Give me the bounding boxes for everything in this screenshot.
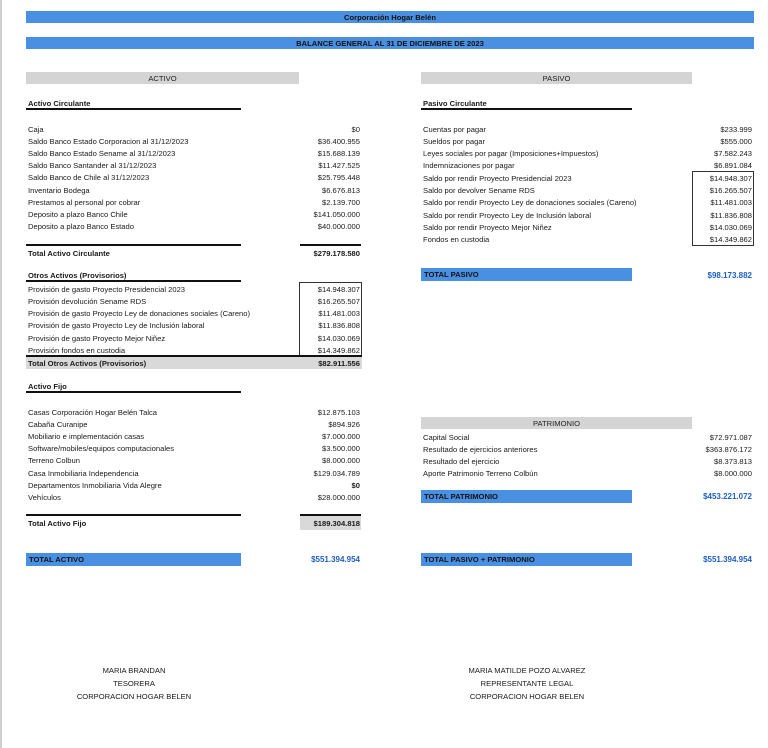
pasivo-circulante-item-value: $14.948.307 [709,173,752,183]
pasivo-circulante-item-row [423,221,752,233]
patrimonio-item-row [423,468,752,480]
activo-circulante-item-row [28,160,360,172]
pasivo-circulante-item-label: Saldo por rendir Proyecto Presidencial 2023 [423,173,572,183]
otros-activos-item-label: Provisión devolución Sename RDS [28,296,147,306]
otros-activos-item-label: Provisión de gasto Proyecto Presidencial 2023 [28,284,186,294]
activo-circulante-underline [26,108,241,110]
otros-activos-item-value: $16.265.507 [317,296,360,306]
otros-activos-item-label: Provisión de gasto Proyecto Mejor Niñez [28,333,166,343]
pasivo-circulante-item-value: $14.030.069 [709,222,752,232]
activo-fijo-item-label: Casa Inmobiliaria Independencia [28,468,139,478]
activo-circulante-item-row [28,221,360,233]
report-title-bar [26,37,754,49]
signature-left-role: TESORERA [113,679,155,688]
otros-activos-item-row [28,308,360,320]
activo-fijo-item-row [28,491,360,503]
total-patrimonio-bar [421,490,632,503]
pasivo-circulante-item-label: Leyes sociales por pagar (Imposiciones+Impuestos) [423,149,599,159]
patrimonio-item-row [423,431,752,443]
activo-fijo-item-row [28,443,360,455]
patrimonio-item-label: Capital Social [423,432,470,442]
total-patrimonio-value: $453.221.072 [703,492,752,501]
patrimonio-item-value: $8.000.000 [713,469,752,479]
total-patrimonio-label: TOTAL PATRIMONIO [424,492,498,501]
activo-heading [26,72,299,84]
activo-fijo-underline [26,391,241,393]
signature-left-name: MARIA BRANDAN [102,666,166,675]
activo-circulante-item-value: $141.050.000 [313,209,360,219]
pasivo-circulante-item-label: Fondos en custodia [423,235,490,245]
total-pasivo-patrimonio-bar [421,553,632,566]
total-activo-bar [26,553,241,566]
activo-fijo-item-label: Mobiliario e implementación casas [28,431,145,441]
activo-circulante-item-value: $25.795.448 [317,173,360,183]
pasivo-circulante-item-label: Indemnizaciones por pagar [423,161,515,171]
activo-fijo-item-row [28,430,360,442]
activo-fijo-item-label: Cabaña Curanipe [28,419,88,429]
pasivo-circulante-item-value: $555.000 [720,136,752,146]
otros-activos-item-row [28,332,360,344]
activo-circulante-item-value: $15.688.139 [317,148,360,158]
otros-activos-item-value: $14.349.862 [317,346,360,355]
total-activo-circulante-row [28,246,360,260]
pasivo-circulante-item-label: Cuentas por pagar [423,124,486,134]
activo-circulante-item-value: $0 [351,124,360,134]
activo-circulante-item-row [28,147,360,159]
activo-fijo-item-label: Departamentos Inmobiliaria Vida Alegre [28,480,162,490]
activo-circulante-item-value: $40.000.000 [317,222,360,232]
otros-activos-item-row [28,283,360,295]
activo-fijo-item-row [28,467,360,479]
pasivo-circulante-item-row [423,209,752,221]
total-activo-fijo-row [28,516,360,530]
total-activo-fijo-value: $189.304.818 [313,518,360,528]
patrimonio-item-row [423,443,752,455]
patrimonio-item-label: Resultado del ejercicio [423,456,500,466]
total-otros-activos-value: $82.911.556 [318,358,360,368]
pasivo-heading [421,72,692,84]
activo-fijo-item-value: $894.926 [328,419,360,429]
activo-circulante-item-row [28,208,360,220]
total-otros-activos-row [28,356,360,370]
activo-circulante-item-value: $6.676.813 [321,185,360,195]
pasivo-circulante-title: Pasivo Circulante [423,99,487,108]
total-activo-circulante-label: Total Activo Circulante [28,248,110,258]
pasivo-circulante-item-row [423,160,752,172]
otros-activos-title: Otros Activos (Provisorios) [28,271,127,280]
patrimonio-item-label: Aporte Patrimonio Terreno Colbún [423,469,538,479]
activo-circulante-item-row [28,123,360,135]
activo-circulante-item-label: Caja [28,124,44,134]
total-pasivo-patrimonio-value: $551.394.954 [703,555,752,564]
activo-fijo-item-value: $7.000.000 [321,431,360,441]
activo-circulante-item-label: Inventario Bodega [28,185,90,195]
patrimonio-item-value: $72.971.087 [709,432,752,442]
otros-activos-underline [26,280,241,282]
pasivo-heading-label: PASIVO [542,73,571,83]
otros-activos-item-value: $11.836.808 [318,321,360,331]
otros-activos-item-label: Provisión fondos en custodia [28,346,126,355]
patrimonio-heading [421,417,692,429]
activo-circulante-item-label: Saldo Banco Estado Corporacion al 31/12/2023 [28,136,189,146]
activo-fijo-item-label: Terreno Colbun [28,456,80,466]
activo-fijo-item-row [28,418,360,430]
activo-circulante-item-label: Saldo Banco Santander al 31/12/2023 [28,161,157,171]
pasivo-circulante-item-row [423,148,752,160]
pasivo-circulante-item-label: Saldo por rendir Proyecto Ley de Inclusión laboral [423,210,592,220]
patrimonio-item-value: $8.373.813 [713,456,752,466]
patrimonio-item-row [423,455,752,467]
org-title-bar [26,11,754,23]
pasivo-circulante-item-row [423,234,752,246]
pasivo-circulante-item-value: $14.349.862 [709,235,752,245]
activo-fijo-item-value: $3.500.000 [321,444,360,454]
activo-fijo-item-value: $8.000.000 [321,456,360,466]
activo-fijo-item-value: $28.000.000 [317,492,360,502]
total-activo-fijo-label: Total Activo Fijo [28,518,87,528]
activo-fijo-item-row [28,455,360,467]
patrimonio-item-label: Resultado de ejercicios anteriores [423,444,538,454]
activo-fijo-item-value: $0 [351,480,360,490]
total-otros-activos-label: Total Otros Activos (Provisorios) [28,358,147,368]
patrimonio-item-value: $363.876.172 [705,444,752,454]
activo-circulante-item-row [28,135,360,147]
pasivo-circulante-item-row [423,135,752,147]
total-pasivo-bar [421,268,632,281]
pasivo-circulante-item-label: Saldo por rendir Proyecto Mejor Niñez [423,222,552,232]
activo-circulante-item-label: Saldo Banco Estado Sename al 31/12/2023 [28,148,176,158]
pasivo-circulante-item-row [423,123,752,135]
signature-right-org: CORPORACION HOGAR BELEN [469,692,585,701]
pasivo-circulante-item-value: $16.265.507 [709,186,752,195]
otros-activos-item-label: Provisión de gasto Proyecto Ley de Inclusión laboral [28,321,205,331]
otros-activos-item-label: Provisión de gasto Proyecto Ley de donaciones sociales (Careno) [28,309,251,319]
activo-circulante-item-value: $36.400.955 [317,136,360,146]
total-activo-circulante-value: $279.178.580 [313,248,360,258]
pasivo-circulante-item-label: Saldo por devolver Sename RDS [423,186,535,195]
pasivo-circulante-item-row [423,185,752,197]
activo-circulante-item-value: $2.139.700 [321,197,360,207]
signature-right-role: REPRESENTANTE LEGAL [480,679,574,688]
total-pasivo-label: TOTAL PASIVO [424,270,479,279]
activo-fijo-item-row [28,479,360,491]
activo-circulante-item-label: Saldo Banco de Chile al 31/12/2023 [28,173,150,183]
activo-fijo-item-value: $129.034.789 [313,468,360,478]
total-activo-value: $551.394.954 [311,555,360,564]
otros-activos-item-row [28,295,360,307]
activo-circulante-title: Activo Circulante [28,99,91,108]
signature-right-name: MARIA MATILDE POZO ALVAREZ [468,666,586,675]
otros-activos-item-value: $14.030.069 [317,333,360,343]
activo-circulante-item-label: Deposito a plazo Banco Estado [28,222,134,232]
activo-fijo-item-value: $12.875.103 [317,407,360,417]
signature-left-org: CORPORACION HOGAR BELEN [76,692,192,701]
activo-heading-label: ACTIVO [148,73,177,83]
activo-circulante-item-label: Deposito a plazo Banco Chile [28,209,128,219]
signature-right [437,664,617,703]
pasivo-circulante-item-value: $7.582.243 [713,149,752,159]
patrimonio-heading-label: PATRIMONIO [533,418,580,428]
otros-activos-item-value: $14.948.307 [317,284,360,294]
pasivo-circulante-item-value: $233.999 [720,124,752,134]
page-edge [0,0,2,748]
activo-fijo-item-label: Vehículos [28,492,61,502]
org-title: Corporación Hogar Belén [344,12,436,22]
total-activo-label: TOTAL ACTIVO [29,555,84,564]
activo-fijo-item-label: Software/mobiles/equipos computacionales [28,444,175,454]
pasivo-circulante-item-row [423,197,752,209]
activo-fijo-item-label: Casas Corporación Hogar Belén Talca [28,407,158,417]
pasivo-circulante-item-value: $11.836.808 [710,210,752,220]
total-pasivo-patrimonio-label: TOTAL PASIVO + PATRIMONIO [424,555,535,564]
otros-activos-item-value: $11.481.003 [318,309,360,319]
activo-circulante-item-row [28,172,360,184]
activo-fijo-item-row [28,406,360,418]
pasivo-circulante-underline [421,108,632,110]
pasivo-circulante-item-label: Saldo por rendir Proyecto Ley de donaciones sociales (Careno) [423,198,637,208]
activo-circulante-item-row [28,196,360,208]
pasivo-circulante-item-row [423,172,752,184]
pasivo-circulante-item-value: $6.891.084 [713,161,752,171]
pasivo-circulante-item-label: Sueldos por pagar [423,136,486,146]
otros-activos-item-row [28,320,360,332]
signature-left [54,664,214,703]
activo-circulante-item-label: Prestamos al personal por cobrar [28,197,141,207]
report-title: BALANCE GENERAL AL 31 DE DICIEMBRE DE 2023 [296,38,484,48]
pasivo-circulante-item-value: $11.481.003 [710,198,752,208]
activo-fijo-title: Activo Fijo [28,382,67,391]
activo-circulante-item-value: $11.427.525 [318,161,360,171]
total-pasivo-value: $98.173.882 [707,271,752,280]
activo-circulante-item-row [28,184,360,196]
